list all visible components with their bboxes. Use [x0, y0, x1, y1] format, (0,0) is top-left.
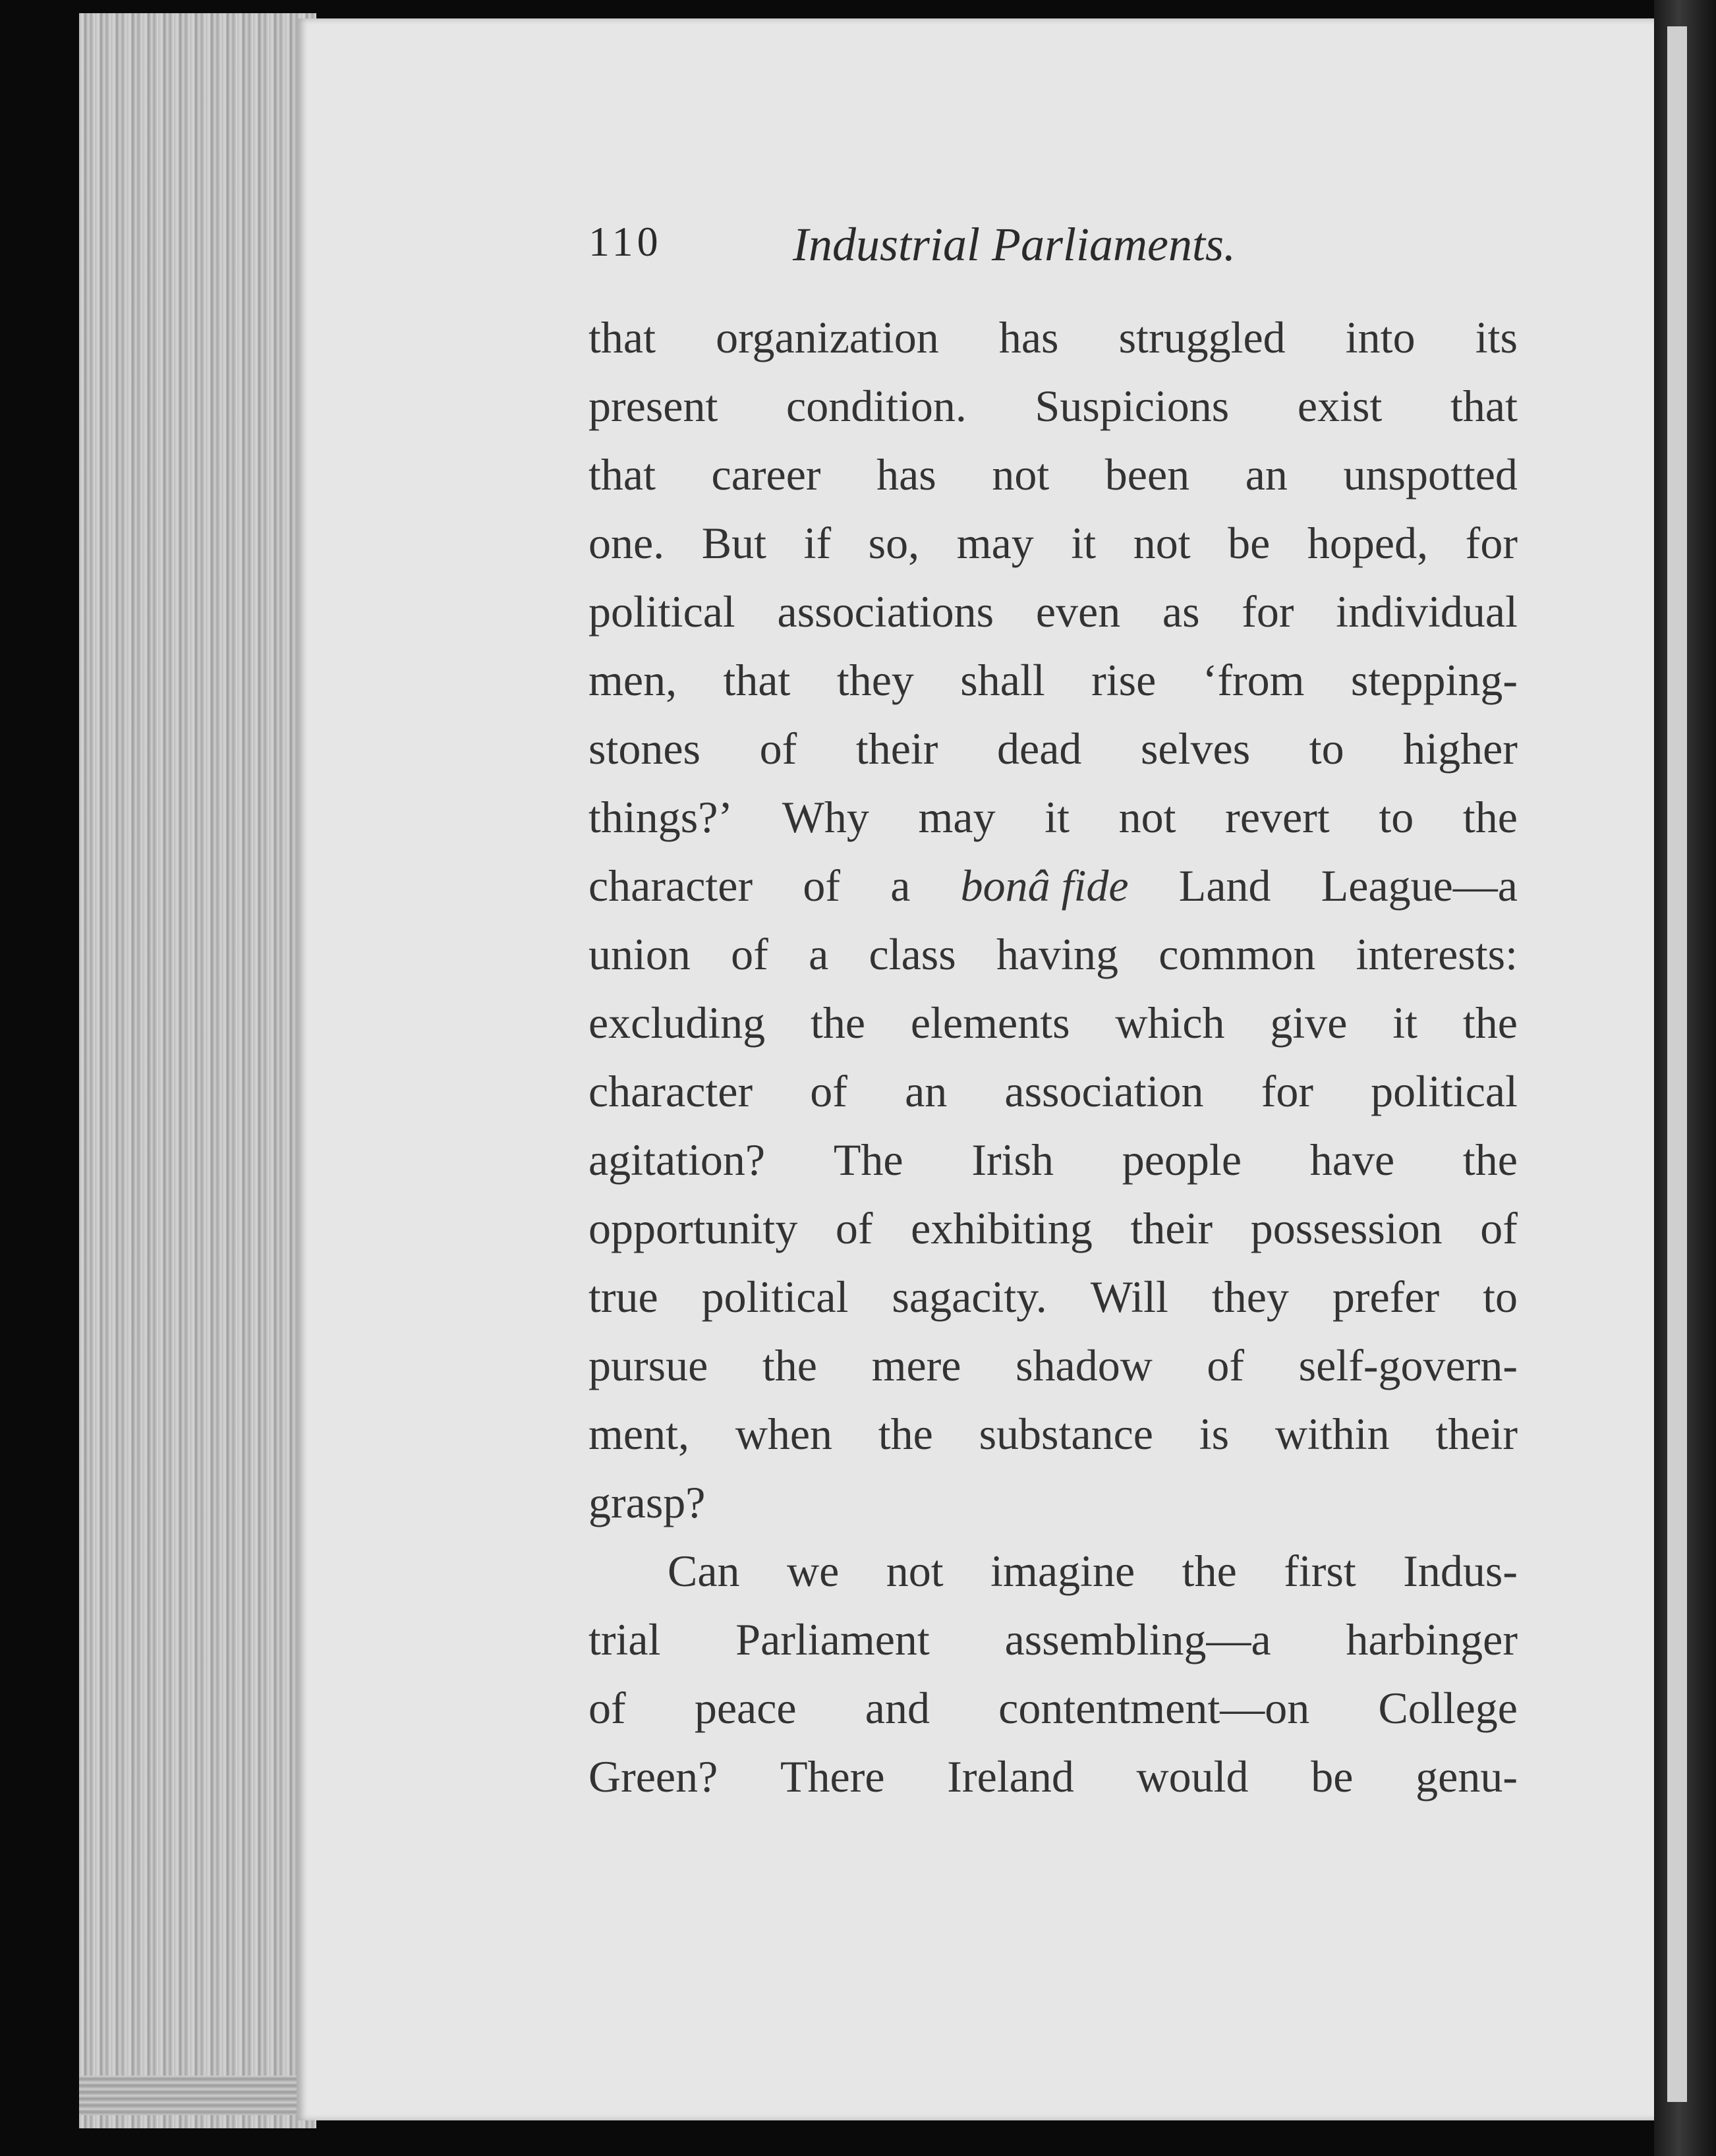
- word: may: [918, 792, 996, 842]
- word: to: [1309, 723, 1344, 774]
- word: Green?: [588, 1751, 718, 1801]
- word: character: [588, 1066, 753, 1116]
- word: its: [1475, 312, 1518, 362]
- word: the: [810, 998, 866, 1048]
- word: that: [588, 449, 656, 499]
- word: of: [1480, 1203, 1518, 1253]
- text-line: [588, 1468, 1518, 1537]
- word: the: [1462, 1135, 1518, 1185]
- word: substance: [979, 1409, 1153, 1459]
- text-line: [588, 1057, 1518, 1125]
- word: class: [869, 929, 956, 979]
- word: individual: [1336, 586, 1518, 637]
- word: higher: [1403, 723, 1518, 774]
- word: an: [1245, 449, 1288, 499]
- word: their: [855, 723, 938, 774]
- word: their: [1435, 1409, 1518, 1459]
- word: political: [588, 586, 735, 637]
- word: peace: [694, 1683, 797, 1733]
- word: men,: [588, 655, 677, 705]
- word: association: [1004, 1066, 1204, 1116]
- word: if: [803, 518, 832, 568]
- word: of: [835, 1203, 873, 1253]
- word: first: [1284, 1546, 1356, 1596]
- word: to: [1379, 792, 1414, 842]
- text-line: [588, 1331, 1518, 1400]
- word: of: [588, 1683, 626, 1733]
- word: been: [1104, 449, 1190, 499]
- word: one.: [588, 518, 665, 568]
- word: as: [1162, 586, 1200, 637]
- word: Parliament: [735, 1614, 930, 1664]
- word: The: [833, 1135, 903, 1185]
- word: revert: [1225, 792, 1330, 842]
- word: their: [1130, 1203, 1213, 1253]
- word: interests:: [1356, 929, 1518, 979]
- word: and: [865, 1683, 930, 1733]
- word: imagine: [990, 1546, 1135, 1596]
- word: exhibiting: [911, 1203, 1093, 1253]
- word: of: [810, 1066, 847, 1116]
- text-line: [588, 1537, 1518, 1605]
- word: we: [787, 1546, 840, 1596]
- word: give: [1270, 998, 1348, 1048]
- word: of: [1207, 1340, 1245, 1390]
- body-text: [588, 303, 1518, 1811]
- word: it: [1392, 998, 1418, 1048]
- word: true: [588, 1272, 658, 1322]
- word: present: [588, 381, 718, 431]
- word: character: [588, 861, 753, 911]
- word: the: [1462, 792, 1518, 842]
- word: not: [992, 449, 1050, 499]
- word: of: [759, 723, 797, 774]
- text-line: [588, 988, 1518, 1057]
- text-line: [588, 783, 1518, 851]
- word: people: [1122, 1135, 1242, 1185]
- word: shall: [960, 655, 1045, 705]
- word: things?’: [588, 792, 733, 842]
- text-line: [588, 440, 1518, 509]
- text-line: [588, 920, 1518, 988]
- word: League—a: [1321, 861, 1518, 911]
- text-line: [588, 1605, 1518, 1674]
- word: having: [996, 929, 1119, 979]
- word: prefer: [1332, 1272, 1440, 1322]
- running-header: [588, 217, 1313, 277]
- word: the: [1182, 1546, 1237, 1596]
- word: bonâ fide: [960, 861, 1129, 911]
- word: the: [878, 1409, 933, 1459]
- page-number: 110: [588, 218, 662, 265]
- word: Indus-: [1403, 1546, 1518, 1596]
- word: associations: [777, 586, 994, 637]
- text-line: [588, 1742, 1518, 1811]
- word: a: [890, 861, 911, 911]
- word: the: [1462, 998, 1518, 1048]
- word: pursue: [588, 1340, 708, 1390]
- word: not: [886, 1546, 944, 1596]
- word: political: [1371, 1066, 1518, 1116]
- word: trial: [588, 1614, 661, 1664]
- word: be: [1228, 518, 1271, 568]
- word: struggled: [1118, 312, 1286, 362]
- text-line: [588, 509, 1518, 577]
- word: so,: [868, 518, 920, 568]
- word: it: [1044, 792, 1070, 842]
- word: they: [836, 655, 914, 705]
- word: stones: [588, 723, 701, 774]
- word: agitation?: [588, 1135, 766, 1185]
- word: may: [956, 518, 1034, 568]
- word: that: [588, 312, 656, 362]
- text-line: [588, 1194, 1518, 1262]
- word: has: [998, 312, 1059, 362]
- word: an: [905, 1066, 948, 1116]
- word: when: [735, 1409, 833, 1459]
- word: stepping-: [1350, 655, 1518, 705]
- word: excluding: [588, 998, 766, 1048]
- word: Suspicions: [1035, 381, 1230, 431]
- running-title: Industrial Parliaments.: [793, 218, 1236, 271]
- word: ‘from: [1202, 655, 1305, 705]
- word: have: [1309, 1135, 1395, 1185]
- word: unspotted: [1343, 449, 1518, 499]
- word: for: [1465, 518, 1518, 568]
- word: the: [762, 1340, 817, 1390]
- word: not: [1118, 792, 1176, 842]
- stacked-page-edges: [79, 13, 316, 2128]
- word: within: [1274, 1409, 1390, 1459]
- word: Will: [1090, 1272, 1168, 1322]
- word: Ireland: [947, 1751, 1074, 1801]
- word: union: [588, 929, 691, 979]
- word: rise: [1091, 655, 1157, 705]
- word: would: [1136, 1751, 1249, 1801]
- text-line: [588, 372, 1518, 440]
- word: mere: [871, 1340, 961, 1390]
- word: is: [1199, 1409, 1230, 1459]
- word: Irish: [971, 1135, 1054, 1185]
- word: selves: [1140, 723, 1251, 774]
- word: it: [1071, 518, 1097, 568]
- word: But: [701, 518, 766, 568]
- word: they: [1211, 1272, 1289, 1322]
- word: common: [1158, 929, 1316, 979]
- word: which: [1115, 998, 1225, 1048]
- word: Land: [1178, 861, 1271, 911]
- word: self-govern-: [1298, 1340, 1518, 1390]
- text-line: [588, 303, 1518, 372]
- word: that: [723, 655, 791, 705]
- text-line: [588, 646, 1518, 714]
- word: exist: [1297, 381, 1383, 431]
- text-line: [588, 577, 1518, 646]
- text-line: [588, 1674, 1518, 1742]
- word: shadow: [1015, 1340, 1153, 1390]
- word: be: [1311, 1751, 1354, 1801]
- word: There: [780, 1751, 885, 1801]
- facing-page-edge: [1667, 26, 1687, 2102]
- word: dead: [997, 723, 1082, 774]
- word: sagacity.: [892, 1272, 1047, 1322]
- word: hoped,: [1307, 518, 1429, 568]
- word: career: [711, 449, 821, 499]
- word: a: [809, 929, 829, 979]
- word: assembling—a: [1004, 1614, 1271, 1664]
- word: that: [1450, 381, 1518, 431]
- text-line: [588, 851, 1518, 920]
- word: opportunity: [588, 1203, 798, 1253]
- word: Can: [668, 1546, 740, 1596]
- word: harbinger: [1346, 1614, 1518, 1664]
- text-line: [588, 1125, 1518, 1194]
- word: grasp?: [588, 1477, 706, 1527]
- text-line: [588, 1262, 1518, 1331]
- word: for: [1261, 1066, 1314, 1116]
- word: Why: [782, 792, 869, 842]
- word: not: [1133, 518, 1191, 568]
- word: even: [1035, 586, 1121, 637]
- word: elements: [910, 998, 1070, 1048]
- word: possession: [1250, 1203, 1443, 1253]
- word: ment,: [588, 1409, 689, 1459]
- text-line: [588, 1400, 1518, 1468]
- word: to: [1483, 1272, 1518, 1322]
- word: for: [1242, 586, 1294, 637]
- word: into: [1345, 312, 1416, 362]
- text-line: [588, 714, 1518, 783]
- word: has: [876, 449, 936, 499]
- word: genu-: [1416, 1751, 1518, 1801]
- word: of: [803, 861, 840, 911]
- word: organization: [716, 312, 939, 362]
- word: of: [731, 929, 768, 979]
- word: condition.: [786, 381, 967, 431]
- word: College: [1378, 1683, 1518, 1733]
- word: political: [701, 1272, 849, 1322]
- word: contentment—on: [998, 1683, 1310, 1733]
